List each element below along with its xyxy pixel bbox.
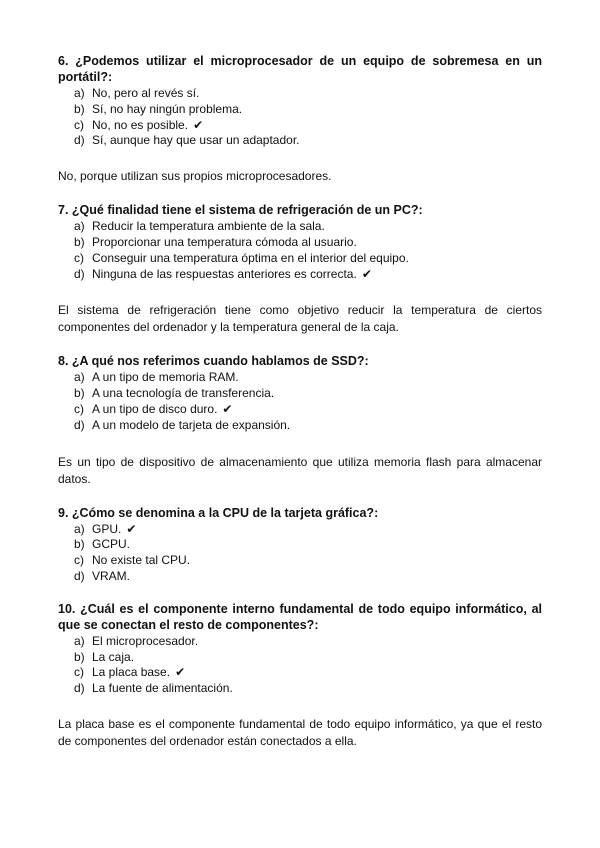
option-text: No, no es posible. bbox=[92, 117, 189, 132]
option-label: c) bbox=[74, 553, 84, 568]
option-a bbox=[58, 370, 542, 386]
question-7 bbox=[58, 202, 542, 282]
option-label: d) bbox=[74, 133, 85, 148]
option-label: b) bbox=[74, 234, 85, 249]
option-c bbox=[58, 402, 542, 418]
question-8 bbox=[58, 353, 542, 433]
option-label: c) bbox=[74, 665, 84, 680]
option-text: El microprocesador. bbox=[92, 633, 199, 648]
option-text: VRAM. bbox=[92, 568, 131, 583]
option-d bbox=[58, 133, 542, 149]
option-d bbox=[58, 267, 542, 283]
options-list bbox=[58, 634, 542, 697]
option-c bbox=[58, 251, 542, 267]
check-icon: ✔ bbox=[175, 665, 186, 680]
question-title: 6. ¿Podemos utilizar el microprocesador de un equipo de sobremesa en un portátil?: bbox=[58, 54, 542, 84]
option-a bbox=[58, 634, 542, 650]
option-text: Ninguna de las respuestas anteriores es correcta. bbox=[92, 266, 357, 281]
explanation-10: La placa base es el componente fundamental de todo equipo informático, ya que el resto de componentes del ordenador están conectados a ella. bbox=[58, 716, 542, 748]
option-label: d) bbox=[74, 417, 85, 432]
option-c bbox=[58, 665, 542, 681]
option-label: c) bbox=[74, 250, 84, 265]
options-list bbox=[58, 522, 542, 585]
option-label: b) bbox=[74, 101, 85, 116]
option-label: a) bbox=[74, 521, 85, 536]
option-b bbox=[58, 386, 542, 402]
check-icon: ✔ bbox=[361, 266, 372, 281]
option-c bbox=[58, 118, 542, 134]
option-label: b) bbox=[74, 649, 85, 664]
option-b bbox=[58, 235, 542, 251]
document-page bbox=[58, 53, 542, 750]
option-text: Sí, no hay ningún problema. bbox=[92, 101, 243, 116]
option-a bbox=[58, 86, 542, 102]
option-label: a) bbox=[74, 633, 85, 648]
option-text: No existe tal CPU. bbox=[92, 553, 191, 568]
option-d bbox=[58, 681, 542, 697]
option-b bbox=[58, 537, 542, 553]
check-icon: ✔ bbox=[193, 117, 204, 132]
option-b bbox=[58, 650, 542, 666]
explanation-8: Es un tipo de dispositivo de almacenamiento que utiliza memoria flash para almacenar datos. bbox=[58, 454, 542, 486]
option-text: A una tecnología de transferencia. bbox=[92, 386, 275, 401]
option-text: GCPU. bbox=[92, 537, 131, 552]
option-text: La fuente de alimentación. bbox=[92, 681, 233, 696]
option-text: Proporcionar una temperatura cómoda al usuario. bbox=[92, 234, 357, 249]
option-label: a) bbox=[74, 86, 85, 100]
check-icon: ✔ bbox=[222, 401, 233, 416]
option-text: La caja. bbox=[92, 649, 135, 664]
option-text: Sí, aunque hay que usar un adaptador. bbox=[92, 133, 300, 148]
question-title: 7. ¿Qué finalidad tiene el sistema de refrigeración de un PC?: bbox=[58, 203, 423, 218]
option-text: GPU. bbox=[92, 521, 122, 536]
option-text: No, pero al revés sí. bbox=[92, 86, 200, 100]
question-10 bbox=[58, 601, 542, 697]
question-6 bbox=[58, 53, 542, 149]
option-label: c) bbox=[74, 117, 84, 132]
option-label: c) bbox=[74, 401, 84, 416]
option-b bbox=[58, 102, 542, 118]
option-text: Conseguir una temperatura óptima en el interior del equipo. bbox=[92, 250, 409, 265]
option-text: A un modelo de tarjeta de expansión. bbox=[92, 417, 291, 432]
option-c bbox=[58, 553, 542, 569]
question-title: 8. ¿A qué nos referimos cuando hablamos de SSD?: bbox=[58, 354, 369, 369]
explanation-7: El sistema de refrigeración tiene como objetivo reducir la temperatura de ciertos componentes del ordenador y la temperatura general de la caja. bbox=[58, 303, 542, 335]
question-9 bbox=[58, 505, 542, 585]
option-a bbox=[58, 219, 542, 235]
option-label: d) bbox=[74, 266, 85, 281]
option-label: d) bbox=[74, 681, 85, 696]
options-list bbox=[58, 370, 542, 433]
check-icon: ✔ bbox=[126, 521, 137, 536]
option-a bbox=[58, 522, 542, 538]
question-title: 10. ¿Cuál es el componente interno fundamental de todo equipo informático, al que se conectan el resto de componentes?: bbox=[58, 601, 542, 632]
option-d bbox=[58, 569, 542, 585]
options-list bbox=[58, 86, 542, 149]
option-text: La placa base. bbox=[92, 665, 171, 680]
option-label: b) bbox=[74, 537, 85, 552]
option-d bbox=[58, 418, 542, 434]
option-label: a) bbox=[74, 370, 85, 385]
option-label: d) bbox=[74, 568, 85, 583]
options-list bbox=[58, 219, 542, 282]
option-text: A un tipo de disco duro. bbox=[92, 401, 218, 416]
option-text: Reducir la temperatura ambiente de la sala. bbox=[92, 219, 325, 234]
question-title: 9. ¿Cómo se denomina a la CPU de la tarjeta gráfica?: bbox=[58, 505, 379, 520]
explanation-6: No, porque utilizan sus propios microprocesadores. bbox=[58, 169, 332, 184]
option-label: a) bbox=[74, 219, 85, 234]
option-text: A un tipo de memoria RAM. bbox=[92, 370, 239, 385]
option-label: b) bbox=[74, 386, 85, 401]
